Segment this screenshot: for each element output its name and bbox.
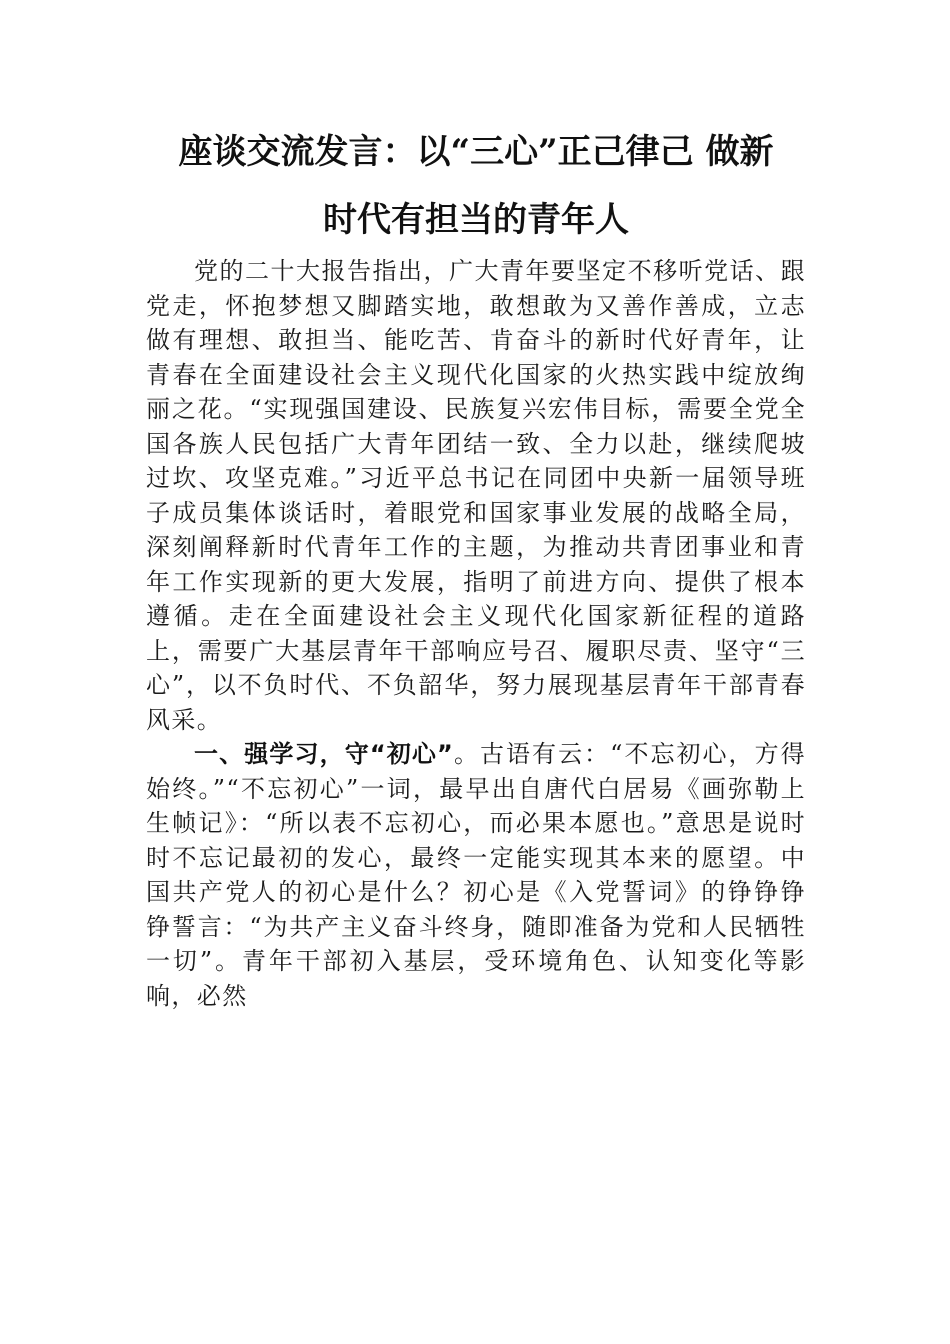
section-one-heading: 一、强学习，守“初心” — [194, 740, 454, 768]
intro-paragraph-text: 党的二十大报告指出，广大青年要坚定不移听党话、跟党走，怀抱梦想又脚踏实地，敢想敢为又善作善成，立志做有理想、敢担当、能吃苦、肯奋斗的新时代好青年，让青春在全面建设社会主义现代化国家的火热实践中绽放绚丽之花。“实现强国建设、民族复兴宏伟目标，需要全党全国各族人民包括广大青年团结一致、全力以赴，继续爬坡过坎、攻坚克难。”习近平总书记在同团中央新一届领导班子成员集体谈话时，着眼党和国家事业发展的战略全局，深刻阐释新时代青年工作的主题，为推动共青团事业和青年工作实现新的更大发展，指明了前进方向、提供了根本遵循。走在全面建设社会主义现代化国家新征程的道路上，需要广大基层青年干部响应号召、履职尽责、坚守“三心”，以不负时代、不负韶华，努力展现基层青年干部青春风采。 — [146, 257, 806, 734]
document-title-line-2: 时代有担当的青年人 — [323, 200, 629, 240]
section-one-paragraph — [146, 737, 806, 1013]
document-body — [146, 254, 806, 1013]
section-one-text: 。古语有云：“不忘初心，方得始终。”“不忘初心”一词，最早出自唐代白居易《画弥勒上生帧记》：“所以表不忘初心，而必果本愿也。”意思是说时时不忘记最初的发心，最终一定能实现其本来的愿望。中国共产党人的初心是什么？初心是《入党誓词》的铮铮铮铮誓言：“为共产主义奋斗终身，随即准备为党和人民牺牲一切”。青年干部初入基层，受环境角色、认知变化等影响，必然 — [146, 740, 807, 1010]
intro-paragraph — [146, 254, 806, 737]
document-title-line-1: 座谈交流发言：以“三心”正己律己 做新 — [178, 132, 774, 172]
